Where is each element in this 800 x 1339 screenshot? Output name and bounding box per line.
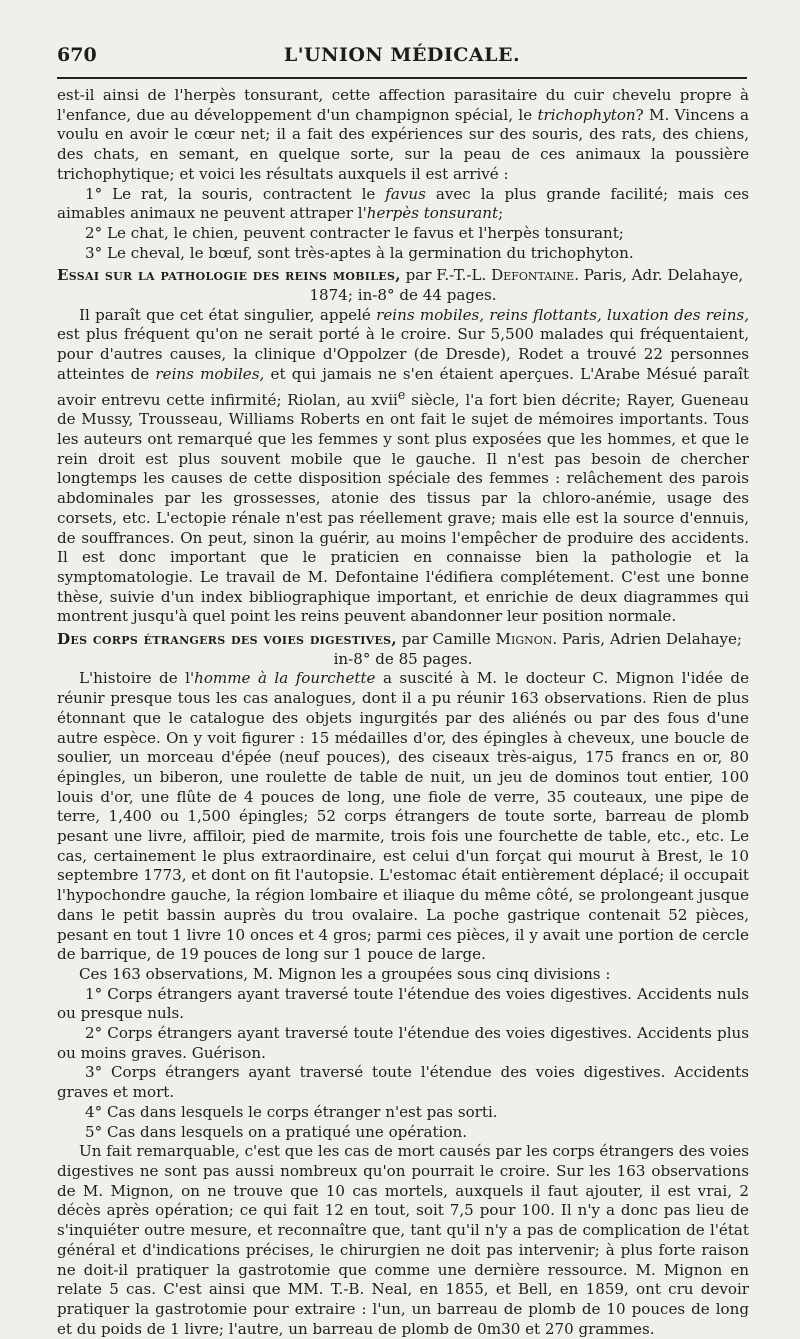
page-number: 670 (57, 44, 97, 66)
paragraph: Il paraît que cet état singulier, appelé reins mobiles, reins flottants, luxation des reins, est plus fréquent qu'on ne serait porté à le croire. Sur 5,500 malades qui fréquentaient, pour d'autres causes, la clinique d'Oppolzer (de Dresde), Rodet a trouvé 22 personnes atteintes de reins mobiles, et qui jamais ne s'en étaient aperçues. L'Arabe Mésué paraît avoir entrevu cette infirmité; Riolan, au xvii$^e$ siècle, l'a fort bien décrite; Rayer, Gueneau de Mussy, Trousseau, Williams Roberts en ont fait le sujet de mémoires importants. Tous les auteurs ont remarqué que les femmes y sont plus exposées que les hommes, et que le rein droit est plus souvent mobile que le gauche. Il n'est pas besoin de chercher longtemps les causes de cette disposition spéciale des femmes : relâchement des parois abdominales par les grossesses, atonie des tissus par la chloro-anémie, usage des corsets, etc. L'ectopie rénale n'est pas réellement grave; mais elle est la source d'ennuis, de souffrances. On peut, sinon la guérir, au moins l'empêcher de produire des accidents. Il est donc important que le praticien en connaisse bien la pathologie et la symptomatologie. Le travail de M. Defontaine l'édifiera complétement. C'est une bonne thèse, suivie d'un index bibliographique important, et enrichie de deux diagrammes qui montrent jusqu'à quel point les reins peuvent abandonner leur position normale. (57, 305, 750, 626)
paragraph: est-il ainsi de l'herpès tonsurant, cette affection parasitaire du cuir chevelu propre à l'enfance, due au développement d'un champignon spécial, le trichophyton? M. Vincens a voulu en avoir le cœur net; il a fait des expériences sur des souris, des rats, des chiens, des chats, en semant, en quelque sorte, sur la peau de ces animaux la poussière trichophytique; et voici les résultats auxquels il est arrivé : (57, 86, 749, 183)
list-item: 1° Corps étrangers ayant traversé toute l'étendue des voies digestives. Accidents nuls ou presque nuls. (57, 984, 749, 1023)
page-body (57, 86, 749, 1339)
section-heading: Des corps étrangers des voies digestives, par Camille Mignon. Paris, Adrien Delahaye; (57, 630, 743, 649)
paragraph: L'histoire de l'homme à la fourchette a suscité à M. le docteur C. Mignon l'idée de réunir presque tous les cas analogues, dont il a pu réunir 163 observations. Rien de plus étonnant que le catalogue des objets ingurgités par des aliénés ou par des fous d'une autre espèce. On y voit figurer : 15 médailles d'or, des épingles à cheveux, une boucle de soulier, un morceau d'épée (neuf pouces), des ciseaux très-aigus, 175 francs en or, 80 épingles, un biberon, une roulette de table de nuit, un jeu de dominos tout entier, 100 louis d'or, une flûte de 4 pouces de long, une fiole de verre, 35 couteaux, une pipe de terre, 1,400 ou 1,500 épingles; 52 corps étrangers de toute sorte, barreau de plomb pesant une livre, affiloir, pied de marmite, trois fois une fourchette de table, etc., etc. Le cas, certainement le plus extraordinaire, est celui d'un forçat qui mourut à Brest, le 10 septembre 1773, et dont on fit l'autopsie. L'estomac était entièrement déplacé; il occupait l'hypochondre gauche, la région lombaire et iliaque du même côté, se prolongeant jusque dans le petit bassin auprès du trou ovalaire. La poche gastrique contenait 52 pièces, pesant en tout 1 livre 10 onces et 4 gros; parmi ces pièces, il y avait une portion de cercle de barrique, de 19 pouces de long sur 1 pouce de large. (57, 669, 749, 964)
list-item: 5° Cas dans lesquels on a pratiqué une opération. (85, 1122, 468, 1141)
list-item: 4° Cas dans lesquels le corps étranger n'est pas sorti. (85, 1102, 498, 1121)
header-rule (57, 77, 747, 79)
list-item: 2° Corps étrangers ayant traversé toute l'étendue des voies digestives. Accidents plus ou moins graves. Guérison. (57, 1024, 749, 1062)
list-item: 1° Le rat, la souris, contractent le favus avec la plus grande facilité; mais ces aimables animaux ne peuvent attraper l'herpès tonsurant; (57, 184, 749, 223)
section-heading-publication: 1874; in-8° de 44 pages. (309, 286, 497, 305)
page-header (57, 40, 747, 74)
list-item: 3° Corps étrangers ayant traversé toute l'étendue des voies digestives. Accidents graves et mort. (57, 1063, 749, 1102)
paragraph: Un fait remarquable, c'est que les cas de mort causés par les corps étrangers des voies digestives ne sont pas aussi nombreux qu'on pourrait le croire. Sur les 163 observations de M. Mignon, on ne trouve que 10 cas mortels, auxquels il faut ajouter, il est vrai, 2 décès après opération; ce qui fait 12 en tout, soit 7,5 pour 100. Il n'y a donc pas lieu de s'inquiéter outre mesure, et reconnaître que, tant qu'il n'y a pas de complication de l'état général et d'indications précises, le chirurgien ne doit pas intervenir; à plus forte raison ne doit-il pratiquer la gastrotomie que comme une dernière ressource. M. Mignon en relate 5 cas. C'est ainsi que MM. T.-B. Neal, en 1855, et Bell, en 1859, ont cru devoir pratiquer la gastrotomie pour extraire : l'un, un barreau de plomb de 10 pouces de long et du poids de 1 livre; l'autre, un barreau de plomb de 0m30 et 270 grammes. (57, 1142, 749, 1338)
list-item: 3° Le cheval, le bœuf, sont très-aptes à la germination du trichophyton. (85, 243, 634, 262)
section-heading-publication: in-8° de 85 pages. (333, 649, 473, 668)
list-item: 2° Le chat, le chien, peuvent contracter le favus et l'herpès tonsurant; (85, 223, 624, 242)
running-title: L'UNION MÉDICALE. (283, 44, 521, 66)
section-heading: Essai sur la pathologie des reins mobiles, par F.-T.-L. Defontaine. Paris, Adr. Delahaye, (57, 266, 744, 285)
paragraph: Ces 163 observations, M. Mignon les a groupées sous cinq divisions : (79, 964, 611, 983)
